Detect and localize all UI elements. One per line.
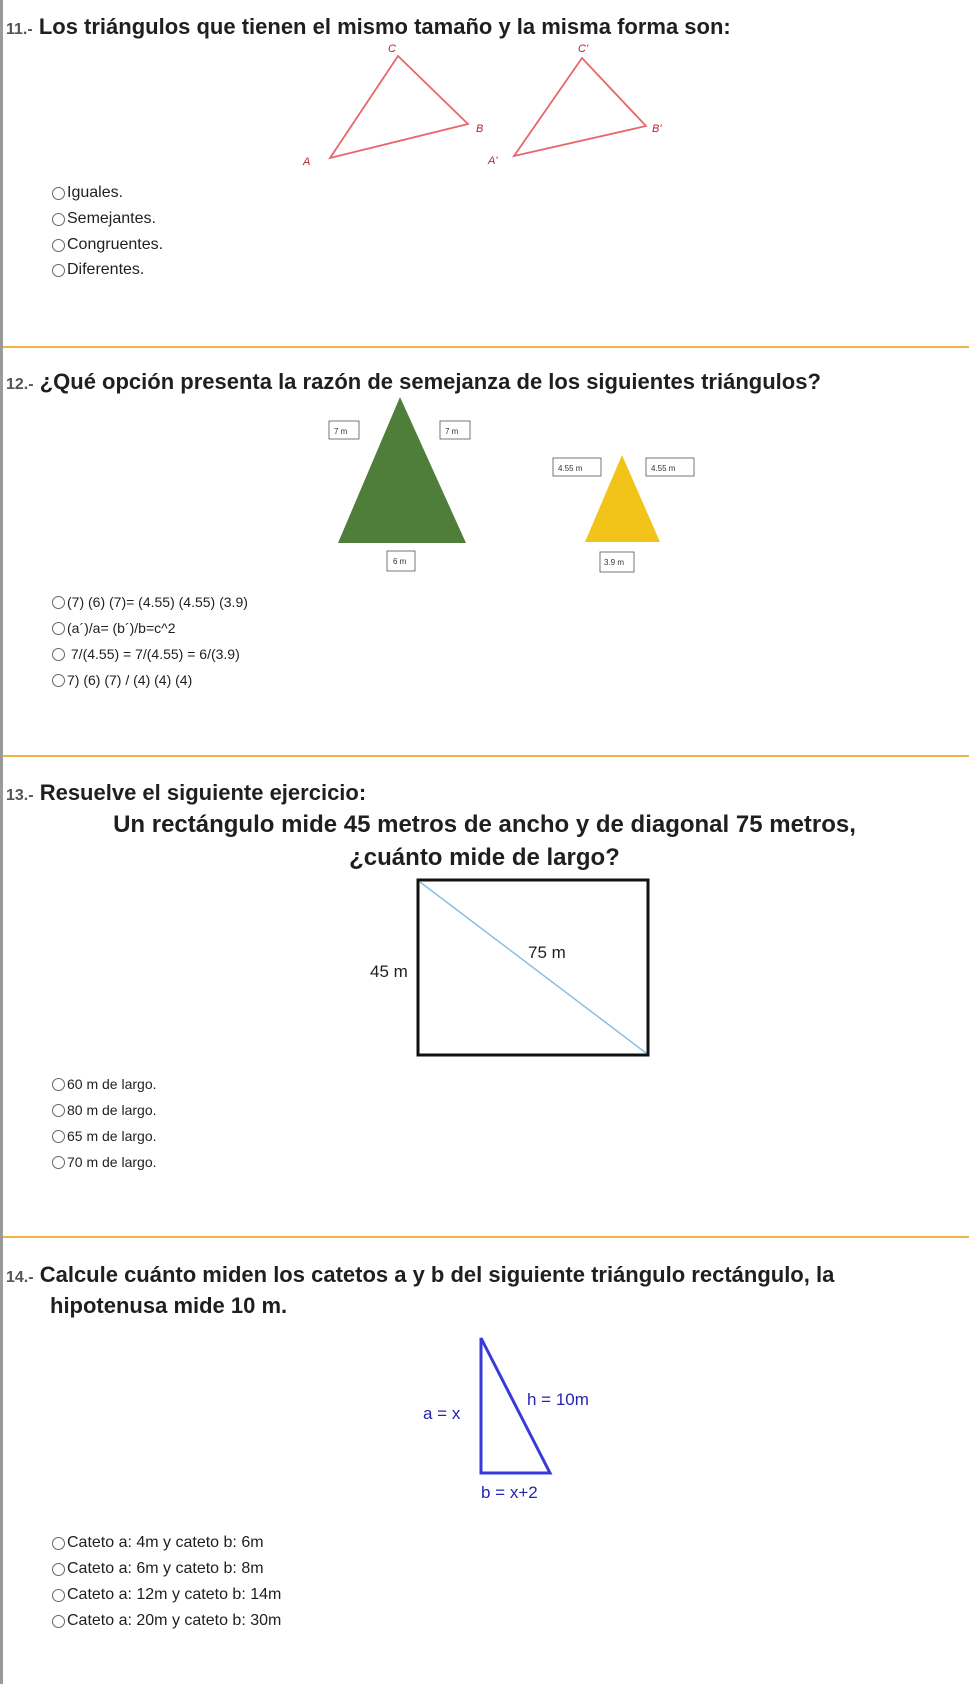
q13-option-4[interactable]: 70 m de largo. (52, 1152, 157, 1172)
radio-button[interactable] (52, 1104, 65, 1117)
section-divider (3, 1236, 969, 1238)
side-b-label: b = x+2 (481, 1483, 538, 1502)
yellow-right-label: 4.55 m (651, 464, 676, 473)
hypotenuse-label: h = 10m (527, 1390, 589, 1409)
q12-option-2[interactable]: (a´)/a= (b´)/b=c^2 (52, 618, 176, 638)
radio-button[interactable] (52, 239, 65, 252)
green-right-label: 7 m (445, 427, 459, 436)
triangle-abc-prime (514, 58, 646, 156)
question-14-title-line-2: hipotenusa mide 10 m. (50, 1293, 288, 1318)
q11-option-4[interactable]: Diferentes. (52, 260, 144, 280)
radio-button[interactable] (52, 1130, 65, 1143)
q11-triangles-figure (300, 40, 700, 175)
diagonal-label: 75 m (528, 943, 566, 962)
yellow-left-label: 4.55 m (558, 464, 583, 473)
label-b-prime: B' (652, 123, 662, 135)
section-divider (3, 755, 969, 757)
q12-option-4[interactable]: 7) (6) (7) / (4) (4) (4) (52, 670, 192, 690)
green-base-label: 6 m (393, 557, 407, 566)
width-label: 45 m (370, 962, 408, 981)
green-triangle (338, 397, 466, 543)
radio-button[interactable] (52, 674, 65, 687)
triangle-abc (330, 56, 468, 158)
label-a: A (303, 156, 311, 168)
radio-button[interactable] (52, 1537, 65, 1550)
radio-button[interactable] (52, 596, 65, 609)
q14-option-3[interactable]: Cateto a: 12m y cateto b: 14m (52, 1585, 281, 1605)
green-left-label: 7 m (334, 427, 348, 436)
label-c-prime: C' (578, 43, 589, 55)
question-text: ¿Qué opción presenta la razón de semejanza de los siguientes triángulos? (39, 369, 821, 394)
radio-button[interactable] (52, 187, 65, 200)
q13-option-2[interactable]: 80 m de largo. (52, 1100, 157, 1120)
q13-option-3[interactable]: 65 m de largo. (52, 1126, 157, 1146)
q14-option-4[interactable]: Cateto a: 20m y cateto b: 30m (52, 1611, 281, 1631)
radio-button[interactable] (52, 213, 65, 226)
radio-button[interactable] (52, 264, 65, 277)
radio-button[interactable] (52, 1078, 65, 1091)
q12-option-3[interactable]: 7/(4.55) = 7/(4.55) = 6/(3.9) (52, 644, 240, 664)
q12-option-1[interactable]: (7) (6) (7)= (4.55) (4.55) (3.9) (52, 592, 248, 612)
right-triangle-figure (415, 1330, 615, 1510)
label-b: B (476, 123, 484, 135)
question-number: 13.- (6, 787, 34, 804)
question-text: Resuelve el siguiente ejercicio: (39, 780, 367, 805)
problem-statement-line-1: Un rectángulo mide 45 metros de ancho y de diagonal 75 metros, (113, 811, 856, 838)
question-text-line-1: Calcule cuánto miden los catetos a y b del siguiente triángulo rectángulo, la (39, 1262, 835, 1287)
q14-option-2[interactable]: Cateto a: 6m y cateto b: 8m (52, 1559, 264, 1579)
section-divider (3, 346, 969, 348)
question-text: Los triángulos que tienen el mismo tamaño y la misma forma son: (38, 14, 731, 39)
question-number: 14.- (6, 1269, 34, 1286)
q11-option-2[interactable]: Semejantes. (52, 209, 156, 229)
radio-button[interactable] (52, 622, 65, 635)
yellow-base-label: 3.9 m (604, 558, 625, 567)
radio-button[interactable] (52, 648, 65, 661)
q11-option-3[interactable]: Congruentes. (52, 235, 163, 255)
label-c: C (388, 43, 396, 55)
question-14-title (6, 1260, 834, 1293)
question-number: 12.- (6, 376, 34, 393)
question-number: 11.- (6, 21, 33, 38)
radio-button[interactable] (52, 1563, 65, 1576)
label-a-prime: A' (488, 155, 498, 167)
rectangle-figure (360, 875, 660, 1060)
q14-option-1[interactable]: Cateto a: 4m y cateto b: 6m (52, 1533, 264, 1553)
q12-triangles-figure (320, 395, 700, 575)
radio-button[interactable] (52, 1156, 65, 1169)
side-a-label: a = x (423, 1404, 461, 1423)
question-13-title (6, 778, 366, 811)
radio-button[interactable] (52, 1589, 65, 1602)
q13-option-1[interactable]: 60 m de largo. (52, 1074, 157, 1094)
problem-statement-line-2: ¿cuánto mide de largo? (349, 844, 620, 871)
radio-button[interactable] (52, 1615, 65, 1628)
q11-option-1[interactable]: Iguales. (52, 183, 123, 203)
